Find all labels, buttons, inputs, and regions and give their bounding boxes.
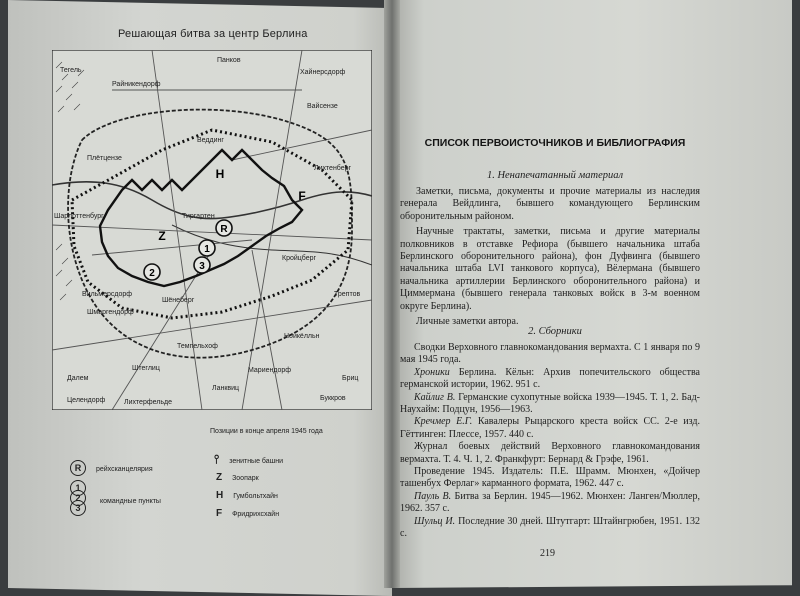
legend-reichschancellery: R рейхсканцелярия <box>70 460 153 476</box>
legend-command-posts <box>70 480 86 516</box>
cp3-marker-icon: 3 <box>70 500 86 516</box>
svg-text:Лихтерфельде: Лихтерфельде <box>124 399 172 406</box>
bibliography-list <box>400 342 700 541</box>
bib-entry: Шульц И. Последние 30 дней. Штутгарт: Штайнгрюбен, 1951. 132 с. <box>400 515 700 540</box>
cp1-marker-icon: 1 <box>70 480 86 496</box>
r-marker-icon: R <box>70 460 86 476</box>
svg-text:Шмаргендорф: Шмаргендорф <box>87 309 134 316</box>
subsection-collections: 2. Сборники <box>528 326 582 337</box>
bib-entry: Хроники Берлина. Кёльн: Архив попечительского общества германской истории, 1962. 951 с. <box>400 366 700 391</box>
svg-text:Тегель: Тегель <box>60 67 82 74</box>
svg-text:Тиргартен: Тиргартен <box>182 213 215 220</box>
svg-text:2: 2 <box>149 268 155 279</box>
bib-entry: Кайлиг В. Германские сухопутные войска 1939—1945. Т. 1, 2. Бад-Наухайм: Подцун, 1956—1963. <box>400 391 700 416</box>
svg-text:Вайсензе: Вайсензе <box>307 103 338 110</box>
svg-text:Целендорф: Целендорф <box>67 397 106 404</box>
svg-text:Лихтенберг: Лихтенберг <box>314 165 352 172</box>
svg-text:Далем: Далем <box>67 375 89 382</box>
svg-text:Трептов: Трептов <box>334 291 361 298</box>
svg-text:Штеглиц: Штеглиц <box>132 365 160 372</box>
berlin-map <box>52 50 372 410</box>
svg-text:Буккров: Буккров <box>320 395 346 402</box>
svg-text:Нойкёлльн: Нойкёлльн <box>284 333 320 340</box>
zoo-letter-icon: Z <box>216 472 223 483</box>
svg-text:H: H <box>215 167 225 181</box>
svg-text:3: 3 <box>199 261 205 272</box>
bib-entry: Пауль В. Битва за Берлин. 1945—1962. Мюнхен: Ланген/Мюллер, 1962. 357 с. <box>400 490 700 515</box>
paragraph-weidling: Заметки, письма, документы и прочие материалы из наследия генерала Вейдлинга, бывшего командующего Берлинским оборонительным районом. <box>400 186 700 222</box>
svg-text:Плётцензе: Плётцензе <box>87 155 122 162</box>
svg-text:Темпельхоф: Темпельхоф <box>177 343 218 350</box>
svg-text:Панков: Панков <box>217 57 241 64</box>
cp2-marker-icon: 2 <box>70 490 86 506</box>
paragraph-notes: Личные заметки автора. <box>416 316 519 328</box>
paragraph-treatises: Научные трактаты, заметки, письма и другие материалы полковников в отставке Рефиора (бывшего начальника штаба Берлинского оборонительного района), фон Дуфвинга (бывшего начальника штаба LVI танкового корпуса), Вёлермана (бывшего начальника артиллерии Берлинского оборонительного района) и Циммермана (бывшего генерала танковых войск в 3-м военном округе Берлина). <box>400 226 700 312</box>
svg-text:Бриц: Бриц <box>342 375 359 382</box>
bib-entry: Кречмер Е.Г. Кавалеры Рыцарского креста войск СС. 2-е изд. Гёттинген: Плессе, 1957. 440 с. <box>400 416 700 440</box>
svg-text:Ланквиц: Ланквиц <box>212 385 240 392</box>
svg-text:Хайнерсдорф: Хайнерсдорф <box>300 69 346 76</box>
svg-text:Кройцберг: Кройцберг <box>282 255 317 262</box>
book-spine <box>384 0 400 588</box>
svg-text:R: R <box>220 224 228 235</box>
svg-text:Z: Z <box>158 229 166 243</box>
section-title: СПИСОК ПЕРВОИСТОЧНИКОВ И БИБЛИОГРАФИЯ <box>424 137 686 149</box>
unpublished-list <box>400 186 700 331</box>
svg-text:Мариендорф: Мариендорф <box>248 367 291 374</box>
svg-text:Райникендорф: Райникендорф <box>112 81 161 88</box>
legend-friedrichshain: F Фридрихсхайн <box>216 508 280 519</box>
svg-text:1: 1 <box>204 244 210 255</box>
friedrichshain-letter-icon: F <box>216 508 223 519</box>
legend-humboldthain: H Гумбольтхайн <box>216 490 278 501</box>
subsection-unpublished: 1. Ненапечатанный материал <box>486 170 624 181</box>
legend-command-posts-label: командные пункты <box>100 498 161 505</box>
svg-text:Шарлоттенбург: Шарлоттенбург <box>54 213 104 220</box>
svg-text:Вильмерсдорф: Вильмерсдорф <box>82 291 133 298</box>
bib-entry: Сводки Верховного главнокомандования вермахта. С 1 января по 9 мая 1945 года. <box>400 342 700 366</box>
flak-tower-icon: ⫯ <box>214 452 220 466</box>
page-number: 219 <box>540 548 555 559</box>
svg-text:F: F <box>298 189 306 203</box>
bib-entry: Проведение 1945. Издатель: П.Е. Шрамм. Мюнхен, «Дойчер ташенбух Ферлаг» карманного формата, 1962. 447 с. <box>400 466 700 490</box>
legend-flak-towers: ⫯ зенитные башни <box>214 452 284 466</box>
svg-text:Веддинг: Веддинг <box>197 137 224 144</box>
running-head: Решающая битва за центр Берлина <box>118 28 308 40</box>
legend-zoo: Z Зоопарк <box>216 472 259 483</box>
humboldthain-letter-icon: H <box>216 490 224 501</box>
map-caption: Позиции в конце апреля 1945 года <box>210 428 323 435</box>
bib-entry: Журнал боевых действий Верховного главнокомандования вермахта. Т. 4. Ч. 1, 2. Франкфурт: Бернард & Грэфе, 1961. <box>400 441 700 465</box>
svg-text:Шёнеберг: Шёнеберг <box>162 297 195 304</box>
